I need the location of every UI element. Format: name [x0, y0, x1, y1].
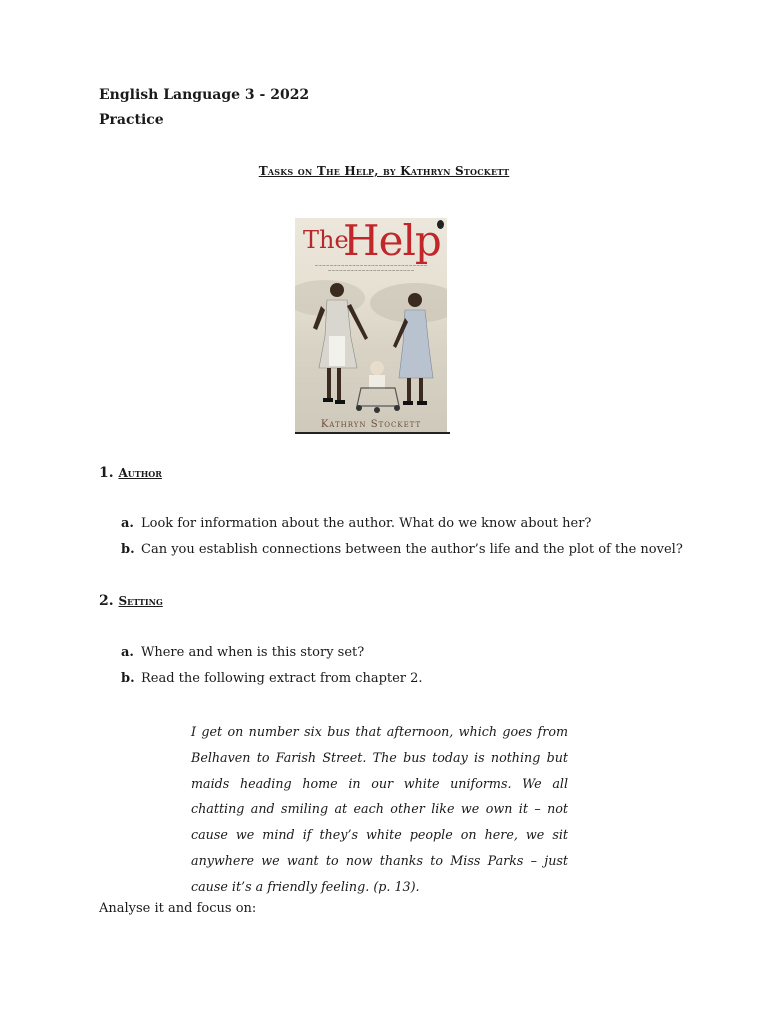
course-heading: English Language 3 - 2022 [99, 87, 310, 103]
cover-blurb: ~~~~~~~~~~~~~~~~~~~~~~~~~~~~~~ ~~~~~~~~~~~~~~~~~~~~~~~ [314, 264, 428, 274]
item-text: Where and when is this story set? [141, 645, 365, 660]
extract-text: I get on number six bus that afternoon, which goes from Belhaven to Farish Street. The bus today is nothing but maids heading home in our white uniforms. We all chatting and smiling at each other like we own it – not cause we mind if they’s white people on here, we sit anywhere we want to now thanks to Miss Parks – just cause it’s a friendly feeling. [191, 724, 568, 894]
item-letter: a. [121, 516, 134, 531]
cover-illustration [295, 218, 447, 432]
cover-title-help: Help [343, 218, 441, 265]
book-cover [295, 218, 450, 434]
section-setting-heading [99, 593, 163, 609]
list-item [121, 542, 683, 557]
practice-heading: Practice [99, 112, 164, 128]
section-number: 1. [99, 465, 114, 481]
document-title: Tasks on The Help, by Kathryn Stockett [258, 164, 510, 178]
extract-citation: (p. 13). [373, 878, 420, 894]
list-item [121, 671, 423, 686]
cover-title-the: The [303, 226, 349, 254]
section-number: 2. [99, 593, 114, 609]
item-letter: b. [121, 542, 135, 557]
extract-quote [191, 719, 568, 900]
item-letter: a. [121, 645, 134, 660]
item-text: Read the following extract from chapter 2. [141, 671, 423, 686]
item-text: Look for information about the author. What do we know about her? [141, 516, 592, 531]
cover-author: Kathryn Stockett [320, 419, 422, 430]
section-label: Author [118, 466, 162, 480]
analysis-prompt: Analyse it and focus on: [99, 901, 257, 916]
list-item [121, 516, 591, 531]
item-text: Can you establish connections between the author’s life and the plot of the novel? [141, 542, 683, 557]
item-letter: b. [121, 671, 135, 686]
section-author-heading [99, 465, 162, 481]
section-label: Setting [118, 594, 163, 608]
list-item [121, 645, 364, 660]
cover-underline [295, 432, 450, 434]
